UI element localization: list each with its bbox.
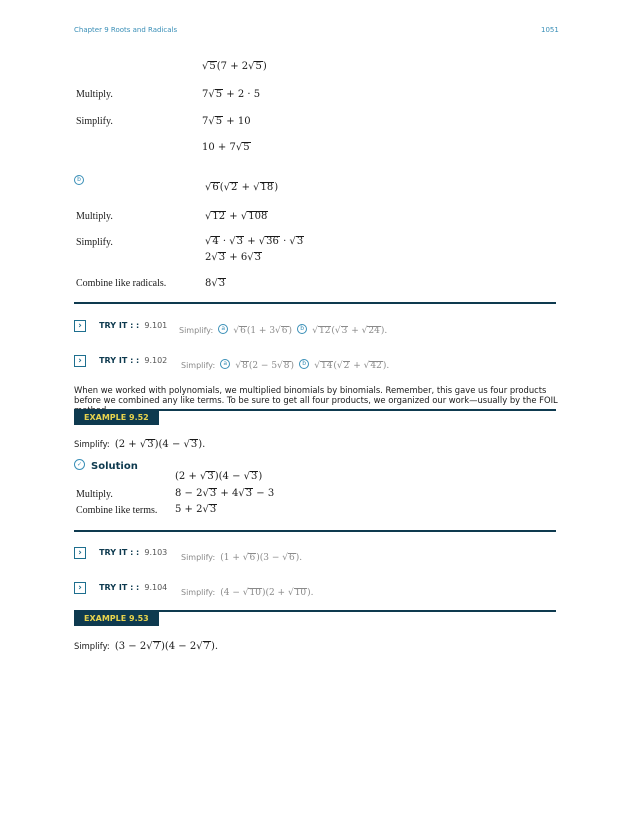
solution-heading: [74, 454, 138, 473]
example-53-problem: [74, 634, 218, 653]
try-it-9-102: [74, 350, 167, 369]
try-it-label: TRY IT : :: [99, 356, 140, 365]
example-52-problem: [74, 432, 205, 451]
try-it-9-101: [74, 315, 167, 334]
try-it-9-104-problem: [181, 580, 314, 599]
try-it-prompt: Simplify:: [179, 326, 214, 335]
try-it-expand-icon[interactable]: ›: [74, 582, 86, 594]
ex52-step-0: (2 + √3)(4 − √3): [175, 471, 263, 482]
part-a-step-1: 7√5 + 2 · 5: [202, 89, 261, 100]
part-b-marker: [74, 169, 84, 188]
try-it-prompt: Simplify:: [181, 588, 216, 597]
try-it-part-b: √12(√3 + √24).: [312, 326, 388, 336]
try-it-label: TRY IT : :: [99, 321, 140, 330]
ex52-label-2: Combine like terms.: [76, 505, 158, 516]
part-b-label-2: Simplify.: [76, 237, 113, 248]
chapter-title: Chapter 9 Roots and Radicals: [74, 26, 178, 34]
part-a-label-1: Multiply.: [76, 89, 113, 100]
solution-label: Solution: [91, 461, 138, 472]
try-it-number: 9.101: [144, 321, 168, 330]
try-it-9-103: [74, 542, 167, 561]
part-a-step-0: √5(7 + 2√5): [202, 61, 267, 72]
part-b-marker: b: [297, 324, 307, 334]
part-b-step-1: √12 + √108: [205, 211, 268, 222]
example-53-expression: (3 − 2√7)(4 − 2√7).: [114, 641, 219, 652]
part-b-step-0: √6(√2 + √18): [205, 182, 279, 193]
foil-paragraph: When we worked with polynomials, we multiplied binomials by binomials. Remember, this gave us four products before we combined any like terms. To be sure to get all four products, we organized our work—usually by the FOIL: [74, 385, 558, 405]
section-divider-2: [74, 530, 556, 532]
try-it-number: 9.103: [144, 548, 168, 557]
try-it-expression: (4 − √10)(2 + √10).: [220, 588, 314, 598]
try-it-prompt: Simplify:: [181, 361, 216, 370]
example-prompt: Simplify:: [74, 439, 110, 449]
example-prompt: Simplify:: [74, 641, 110, 651]
try-it-expression: (1 + √6)(3 − √6).: [220, 553, 303, 563]
part-b-label-4: Combine like radicals.: [76, 278, 167, 289]
part-b-step-4: 8√3: [205, 278, 226, 289]
try-it-prompt: Simplify:: [181, 553, 216, 562]
try-it-expand-icon[interactable]: ›: [74, 320, 86, 332]
part-a-step-2: 7√5 + 10: [202, 116, 251, 127]
try-it-expand-icon[interactable]: ›: [74, 355, 86, 367]
try-it-number: 9.104: [144, 583, 168, 592]
ex52-step-2: 5 + 2√3: [175, 504, 217, 515]
example-52-expression: (2 + √3)(4 − √3).: [114, 439, 206, 450]
section-divider: [74, 302, 556, 304]
page-number: 1051: [541, 26, 559, 34]
try-it-label: TRY IT : :: [99, 583, 140, 592]
try-it-9-104: [74, 577, 167, 596]
example-53-tag: EXAMPLE 9.53: [74, 612, 159, 626]
try-it-9-103-problem: [181, 545, 302, 564]
part-b-step-2: √4 · √3 + √36 · √3: [205, 236, 304, 247]
try-it-part-a: √8(2 − 5√8): [235, 361, 295, 371]
ex52-step-1: 8 − 2√3 + 4√3 − 3: [175, 488, 275, 499]
try-it-part-a: √6(1 + 3√6): [233, 326, 293, 336]
part-a-marker: a: [218, 324, 228, 334]
try-it-9-101-problem: [179, 318, 387, 337]
part-a-step-3: 10 + 7√5: [202, 142, 250, 153]
try-it-expand-icon[interactable]: ›: [74, 547, 86, 559]
part-b-marker-letter: b: [74, 175, 84, 185]
example-52-tag: EXAMPLE 9.52: [74, 411, 159, 425]
check-circle-icon: ✓: [74, 459, 85, 470]
try-it-part-b: √14(√2 + √42).: [314, 361, 390, 371]
ex52-label-1: Multiply.: [76, 489, 113, 500]
try-it-number: 9.102: [144, 356, 168, 365]
part-a-label-2: Simplify.: [76, 116, 113, 127]
part-b-marker: b: [299, 359, 309, 369]
try-it-label: TRY IT : :: [99, 548, 140, 557]
try-it-9-102-problem: [181, 353, 389, 372]
part-a-marker: a: [220, 359, 230, 369]
part-b-step-3: 2√3 + 6√3: [205, 252, 261, 263]
part-b-label-1: Multiply.: [76, 211, 113, 222]
